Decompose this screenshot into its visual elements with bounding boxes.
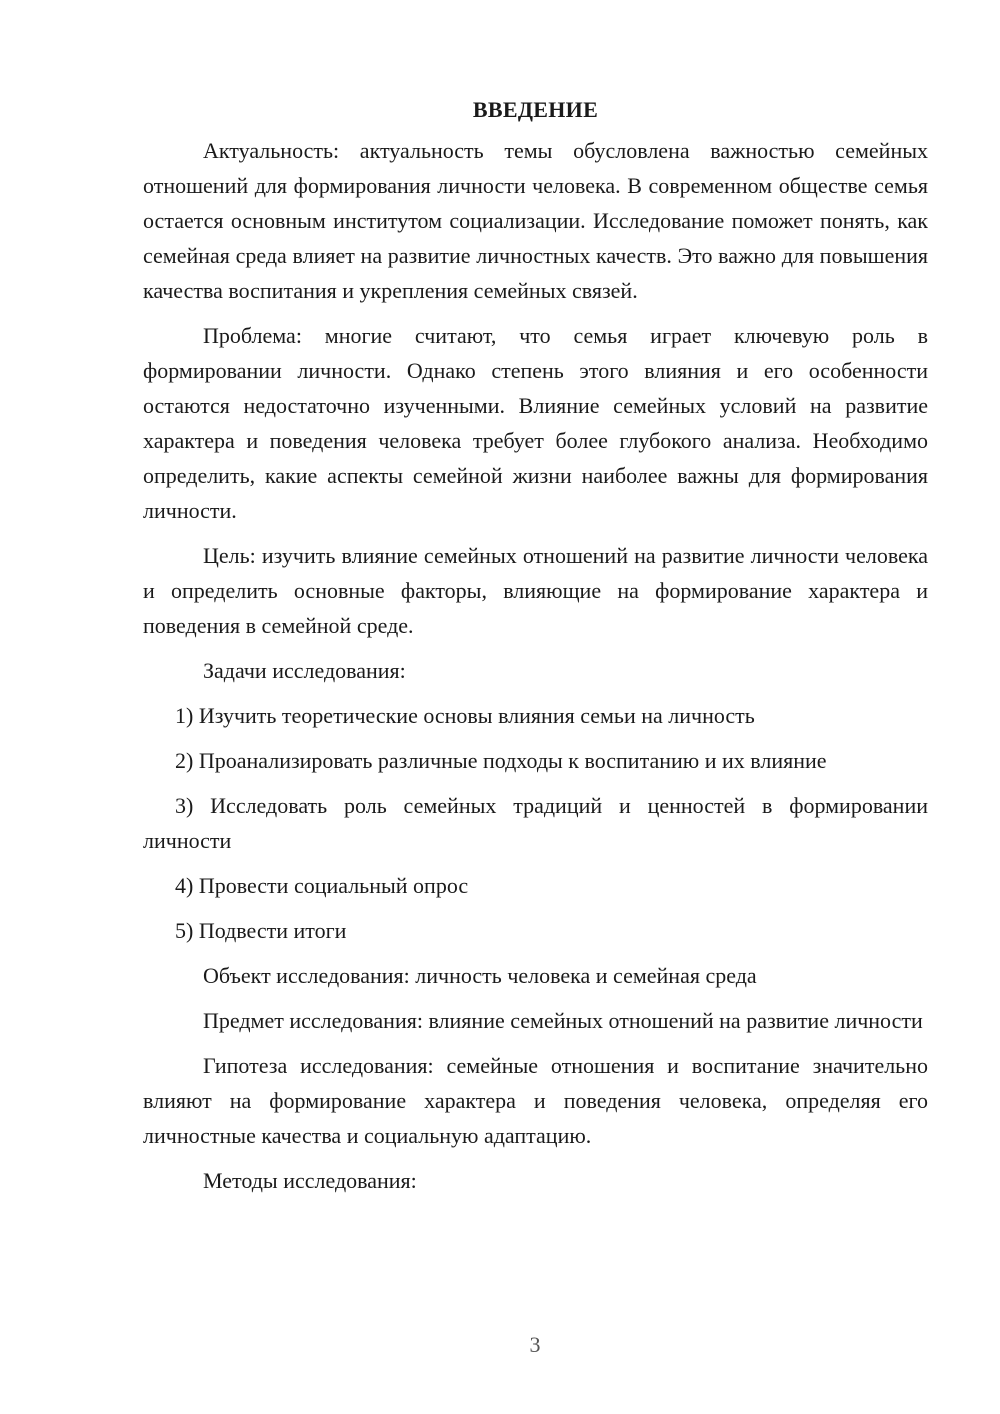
paragraph-methods: Методы исследования: [203,1168,417,1193]
task-item: 2) Проанализировать различные подходы к воспитанию и их влияние [175,748,827,773]
task-item: 5) Подвести итоги [175,918,347,943]
paragraph-goal: Цель: изучить влияние семейных отношений на развитие личности человека и определить основные факторы, влияющие на формирование характера и поведения в семейной среде. [143,543,928,638]
section-heading: ВВЕДЕНИЕ [472,97,599,122]
paragraph-subject: Предмет исследования: влияние семейных отношений на развитие личности [203,1008,923,1033]
document-page [143,92,928,1208]
paragraph-tasks-heading: Задачи исследования: [203,658,406,683]
paragraph-problem: Проблема: многие считают, что семья играет ключевую роль в формировании личности. Однако степень этого влияния и его особенности остаются недостаточно изученными. Влияние семейных условий на развитие характера и поведения человека требует более глубокого анализа. Необходимо определить, какие аспекты семейной жизни наиболее важны для формирования личности. [143,323,928,523]
task-item: 1) Изучить теоретические основы влияния семьи на личность [175,703,755,728]
task-item: 4) Провести социальный опрос [175,873,469,898]
paragraph-hypothesis: Гипотеза исследования: семейные отношения и воспитание значительно влияют на формирование характера и поведения человека, определяя его личностные качества и социальную адаптацию. [143,1053,928,1148]
paragraph-object: Объект исследования: личность человека и семейная среда [203,963,757,988]
page-number: 3 [529,1332,541,1357]
task-item: 3) Исследовать роль семейных традиций и ценностей в формировании личности [143,793,928,853]
paragraph-relevance: Актуальность: актуальность темы обусловлена важностью семейных отношений для формирования личности человека. В современном обществе семья остается основным институтом социализации. Исследование поможет понять, как семейная среда влияет на развитие личностных качеств. Это важно для повышения качества воспитания и укрепления семейных связей. [143,138,928,303]
